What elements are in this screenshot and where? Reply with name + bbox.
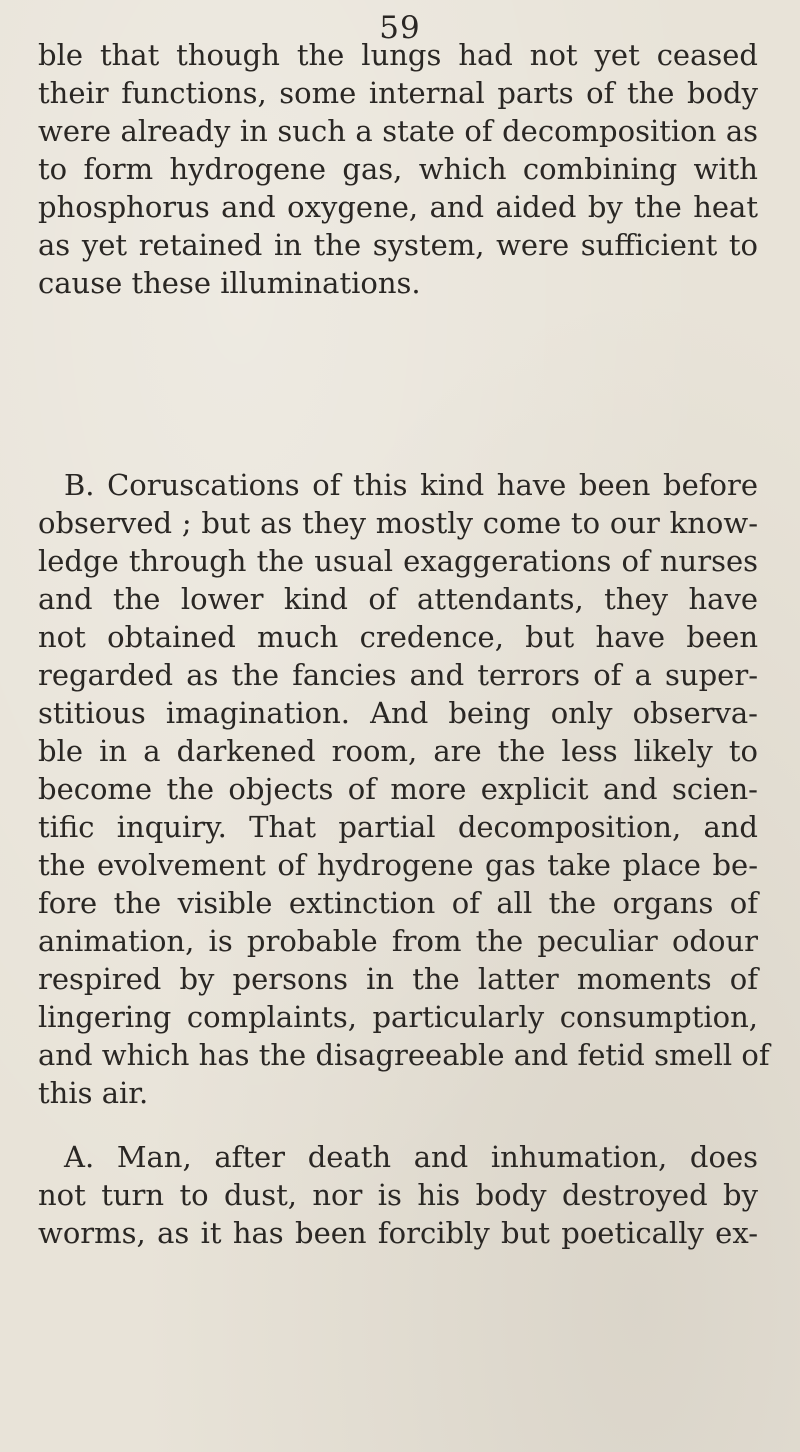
text-line: respired by persons in the latter moments of <box>38 962 758 996</box>
text-line: fore the visible extinction of all the organs of <box>38 886 758 920</box>
text-line: their functions, some internal parts of the body <box>38 76 758 110</box>
text-line: worms, as it has been forcibly but poetically ex- <box>38 1216 758 1250</box>
text-line: animation, is probable from the peculiar odour <box>38 924 758 958</box>
text-line: to form hydrogene gas, which combining with <box>38 152 758 186</box>
text-line: lingering complaints, particularly consumption, <box>38 1000 758 1034</box>
paragraph-section-a <box>0 1138 800 1252</box>
paragraph-section-b <box>0 466 800 1112</box>
text-line: B. Coruscations of this kind have been before <box>64 468 758 502</box>
text-line: A. Man, after death and inhumation, does <box>64 1140 758 1174</box>
text-line: not turn to dust, nor is his body destroyed by <box>38 1178 758 1212</box>
page-number: 59 <box>379 10 421 46</box>
text-line: and which has the disagreeable and fetid smell of <box>38 1038 770 1072</box>
text-line: not obtained much credence, but have been <box>38 620 758 654</box>
text-line: the evolvement of hydrogene gas take place be- <box>38 848 758 882</box>
text-line: phosphorus and oxygene, and aided by the heat <box>38 190 758 224</box>
text-line: this air. <box>38 1076 149 1110</box>
text-line: stitious imagination. And being only observa- <box>38 696 758 730</box>
paragraph-continuation <box>0 36 800 302</box>
text-line: observed ; but as they mostly come to our know- <box>38 506 758 540</box>
text-line: ledge through the usual exaggerations of nurses <box>38 544 758 578</box>
text-line: tific inquiry. That partial decomposition, and <box>38 810 758 844</box>
text-line: and the lower kind of attendants, they have <box>38 582 758 616</box>
text-line: ble in a darkened room, are the less likely to <box>38 734 758 768</box>
text-line: ble that though the lungs had not yet ceased <box>38 38 758 72</box>
text-line: were already in such a state of decomposition as <box>38 114 758 148</box>
text-line: as yet retained in the system, were sufficient to <box>38 228 758 262</box>
text-line: cause these illuminations. <box>38 266 421 300</box>
text-line: become the objects of more explicit and scien- <box>38 772 758 806</box>
text-line: regarded as the fancies and terrors of a super- <box>38 658 758 692</box>
